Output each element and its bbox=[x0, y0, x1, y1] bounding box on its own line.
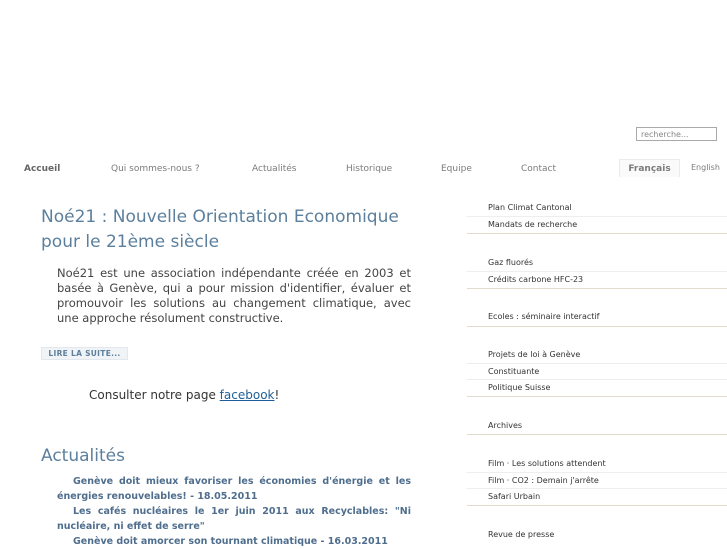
language-english-link[interactable]: English bbox=[691, 163, 720, 172]
news-item[interactable]: Genève doit mieux favoriser les économies d'énergie et les énergies renouvelables! - 18.05.2011 bbox=[57, 476, 411, 502]
facebook-suffix: ! bbox=[274, 388, 280, 402]
sidebar-item-credits-carbone[interactable]: Crédits carbone HFC-23 bbox=[488, 275, 584, 284]
language-francais-tab[interactable]: Français bbox=[619, 159, 680, 177]
sidebar-item-safari-urbain[interactable]: Safari Urbain bbox=[488, 492, 541, 501]
sidebar-divider bbox=[467, 505, 727, 506]
nav-item-contact[interactable]: Contact bbox=[521, 164, 557, 174]
facebook-prefix: Consulter notre page bbox=[89, 388, 220, 402]
sidebar-item-mandats[interactable]: Mandats de recherche bbox=[488, 220, 578, 229]
sidebar-divider bbox=[467, 288, 727, 289]
news-list bbox=[57, 474, 411, 549]
news-heading: Actualités bbox=[41, 446, 125, 466]
sidebar-item-film-solutions[interactable]: Film · Les solutions attendent bbox=[488, 459, 606, 468]
facebook-line bbox=[89, 388, 279, 402]
intro-paragraph: Noé21 est une association indépendante créée en 2003 et basée à Genève, qui a pour mission d'identifier, évaluer et promouvoir les solutions au changement climatique, avec une approche résolument constructive. bbox=[57, 266, 411, 325]
read-more-button[interactable]: LIRE LA SUITE... bbox=[41, 347, 128, 360]
nav-item-historique[interactable]: Historique bbox=[346, 164, 393, 174]
sidebar-item-archives[interactable]: Archives bbox=[488, 421, 523, 430]
sidebar-divider bbox=[467, 326, 727, 327]
news-item[interactable]: Les cafés nucléaires le 1er juin 2011 aux Recyclables: "Ni nucléaire, ni effet de serre" bbox=[57, 506, 411, 532]
sidebar-item-film-co2[interactable]: Film · CO2 : Demain j'arrête bbox=[488, 476, 599, 485]
sidebar-item-gaz-fluores[interactable]: Gaz fluorés bbox=[488, 258, 534, 267]
nav-item-accueil[interactable]: Accueil bbox=[24, 164, 61, 174]
news-item[interactable]: Genève doit amorcer son tournant climatique - 16.03.2011 bbox=[73, 536, 388, 547]
sidebar-item-projets-de-loi[interactable]: Projets de loi à Genève bbox=[488, 350, 581, 359]
sidebar-item-politique-suisse[interactable]: Politique Suisse bbox=[488, 383, 551, 392]
sidebar-item-ecoles[interactable]: Ecoles : séminaire interactif bbox=[488, 312, 600, 321]
sidebar-menu bbox=[467, 200, 727, 545]
sidebar-divider bbox=[467, 434, 727, 435]
sidebar-divider bbox=[467, 396, 727, 397]
main-navigation bbox=[0, 156, 727, 182]
page-title: Noé21 : Nouvelle Orientation Economique pour le 21ème siècle bbox=[41, 207, 399, 252]
nav-item-qui-sommes-nous[interactable]: Qui sommes-nous ? bbox=[111, 164, 200, 174]
sidebar-item-constituante[interactable]: Constituante bbox=[488, 367, 540, 376]
sidebar-item-revue-de-presse[interactable]: Revue de presse bbox=[488, 530, 555, 539]
facebook-link[interactable]: facebook bbox=[219, 388, 275, 402]
sidebar-item-plan-climat[interactable]: Plan Climat Cantonal bbox=[488, 203, 572, 212]
nav-item-actualites[interactable]: Actualités bbox=[252, 164, 297, 174]
sidebar-divider bbox=[467, 233, 727, 234]
search-input[interactable] bbox=[636, 127, 717, 141]
nav-item-equipe[interactable]: Equipe bbox=[441, 164, 472, 174]
